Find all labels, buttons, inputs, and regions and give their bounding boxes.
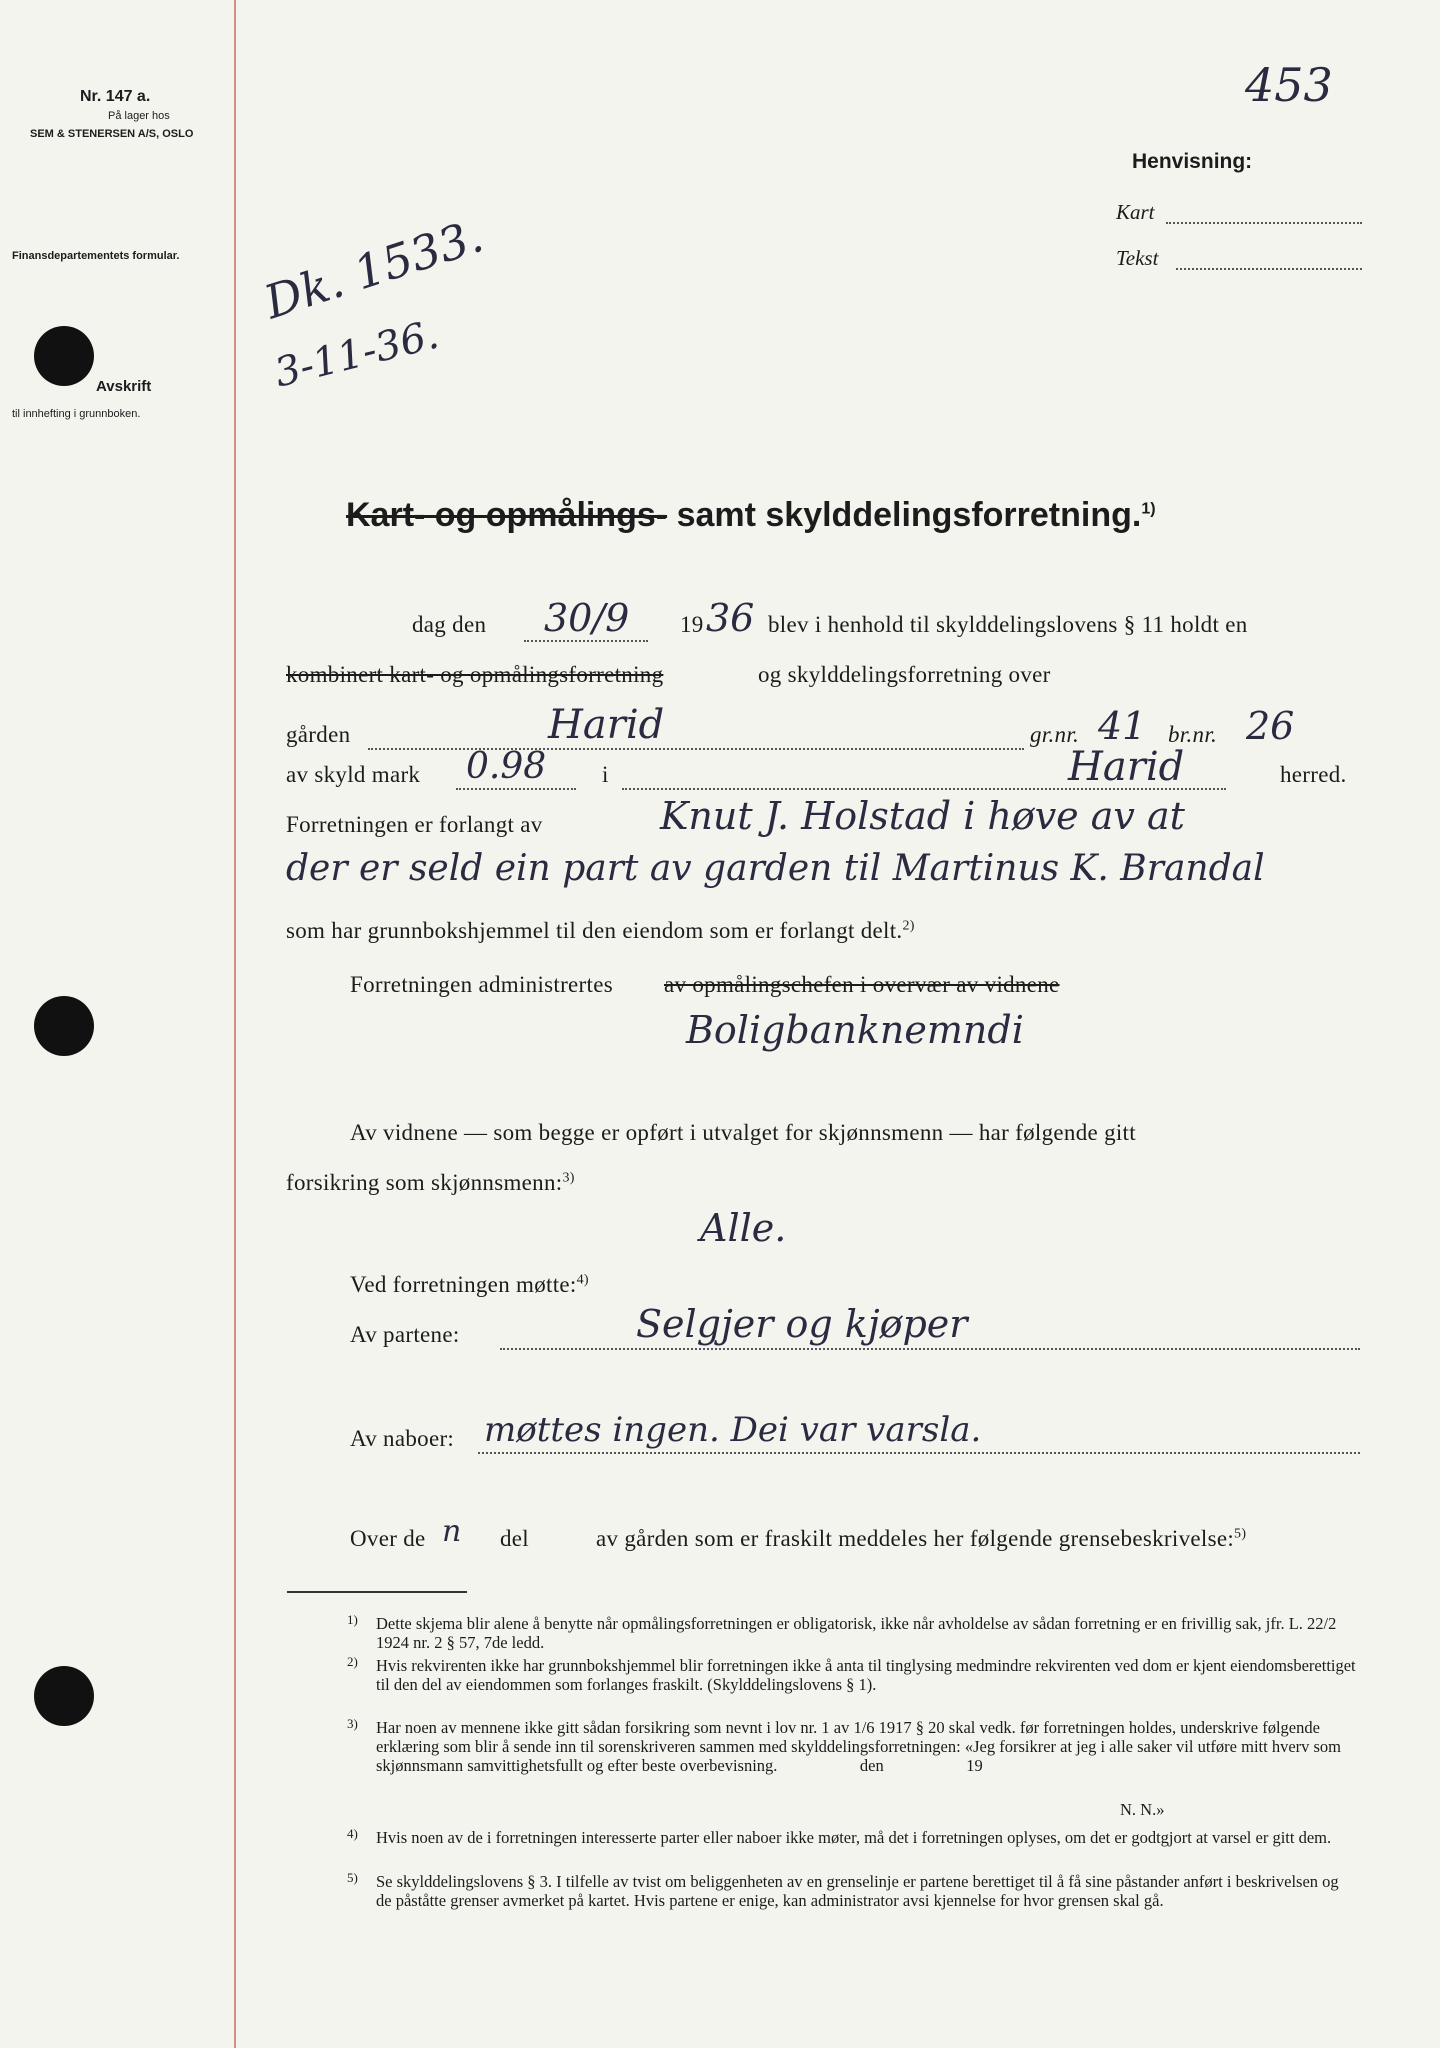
footnote-1: Dette skjema blir alene å benytte når opmålingsforretningen er obligatorisk, ikke når avholdelse av sådan forretning er en frivillig sak, jfr. L. 22/2 1924 nr. 2 § 57, 7de ledd.	[376, 1614, 1337, 1652]
vidnene-note: 3)	[562, 1170, 575, 1186]
partene-value: Selgjer og kjøper	[636, 1302, 968, 1346]
hjemmel-line: som har grunnbokshjemmel til den eiendom som er forlangt delt.	[286, 918, 903, 943]
tekst-line	[1176, 268, 1362, 270]
over-label: Over de	[350, 1526, 426, 1551]
avskrift-label: Avskrift	[96, 378, 152, 395]
partene-line	[500, 1348, 1360, 1350]
kart-line	[1166, 222, 1362, 224]
date-line	[524, 640, 648, 642]
document-title	[346, 496, 1156, 535]
publisher-line1: På lager hos	[108, 110, 170, 122]
partene-label: Av partene:	[350, 1322, 460, 1347]
footnote-1-num: 1)	[347, 1612, 358, 1627]
del-label: del	[500, 1526, 529, 1551]
punch-hole-middle	[34, 996, 94, 1056]
over-value: n	[442, 1514, 462, 1549]
vidnene-value: Alle.	[700, 1206, 787, 1250]
footnote-3: Har noen av mennene ikke gitt sådan forsikring som nevnt i lov nr. 1 av 1/6 1917 § 20 skal vedk. før forretningen holdes, underskrive følgende erklæring som blir å sende inn til sorenskriveren sammen med skylddelingsforretningen: «Jeg forsikrer at jeg i alle saker vil utføre mitt hverv som skjønnsmann samvittighetsfullt og efter beste overbevisning. den 19	[376, 1718, 1346, 1775]
footnote-3-num: 3)	[347, 1716, 358, 1731]
admin-struck: av opmålingschefen i overvær av vidnene	[664, 972, 1060, 997]
naboer-label: Av naboer:	[350, 1426, 455, 1451]
footnote-4-num: 4)	[347, 1826, 358, 1841]
mote-note: 4)	[576, 1272, 589, 1288]
vidnene-line2-wrap	[286, 1170, 575, 1196]
vidnene-line1: Av vidnene — som begge er opført i utvalget for skjønnsmenn — har følgende gitt	[350, 1120, 1136, 1145]
over-rest: av gården som er fraskilt meddeles her følgende grensebeskrivelse:	[596, 1526, 1235, 1551]
mote-wrap	[350, 1272, 589, 1298]
margin-rule	[234, 0, 236, 2048]
dag-den-label: dag den	[412, 612, 487, 637]
grnr-label: gr.nr.	[1030, 722, 1080, 747]
forlangt-label: Forretningen er forlangt av	[286, 812, 543, 837]
vidnene-line2: forsikring som skjønnsmenn:	[286, 1170, 563, 1195]
footnote-2: Hvis rekvirenten ikke har grunnbokshjemmel blir forretningen ikke å anta til tinglysing medmindre rekvirenten ved dom er kjent eiendomsberettiget til den del av eiendommen som forlanges fraskilt. (Skylddelingslovens § 1).	[376, 1656, 1356, 1694]
garden-value: Harid	[548, 702, 665, 748]
brnr-value: 26	[1246, 704, 1295, 748]
mote-label: Ved forretningen møtte:	[350, 1272, 577, 1297]
title-rest: samt skylddelingsforretning.	[676, 496, 1142, 534]
garden-label: gården	[286, 722, 351, 747]
stamp-line1: Dk. 1533.	[258, 208, 490, 330]
hjemmel-text	[286, 918, 915, 944]
grnr-value: 41	[1098, 704, 1147, 748]
form-number: Nr. 147 a.	[80, 88, 151, 105]
line2-rest: og skylddelingsforretning over	[758, 662, 1051, 687]
i-label: i	[602, 762, 609, 787]
punch-hole-top	[34, 326, 94, 386]
admin-value: Boligbanknemndi	[686, 1008, 1024, 1052]
year-prefix: 19	[680, 612, 704, 637]
title-struck: Kart- og opmålings-	[346, 496, 668, 534]
page-number: 453	[1245, 58, 1333, 112]
formular-label: Finansdepartementets formular.	[12, 250, 180, 262]
over-note: 5)	[1234, 1526, 1247, 1542]
brnr-label: br.nr.	[1168, 722, 1218, 747]
skyld-value: 0.98	[466, 746, 547, 787]
year-value: 36	[706, 596, 755, 640]
stamp-line2: 3-11-36.	[270, 311, 444, 397]
publisher-line2: SEM & STENERSEN A/S, OSLO	[30, 128, 194, 140]
henvisning-label: Henvisning:	[1132, 150, 1253, 173]
naboer-line	[478, 1452, 1360, 1454]
punch-hole-bottom	[34, 1666, 94, 1726]
kart-label: Kart	[1116, 200, 1155, 224]
over-rest-wrap	[596, 1526, 1246, 1552]
skyld-line	[456, 788, 576, 790]
admin-label: Forretningen administrertes	[350, 972, 613, 997]
footnote-3-sign: N. N.»	[1120, 1800, 1165, 1819]
forlangt-value1: Knut J. Holstad i høve av at	[660, 794, 1185, 838]
line1-rest: blev i henhold til skylddelingslovens § 11 holdt en	[768, 612, 1248, 637]
title-note: 1)	[1141, 500, 1156, 518]
footnote-5-num: 5)	[347, 1870, 358, 1885]
herred-value: Harid	[1068, 744, 1185, 790]
avskrift-sub: til innhefting i grunnboken.	[12, 408, 141, 420]
forlangt-value2: der er seld ein part av garden til Martinus K. Brandal	[286, 848, 1265, 889]
footnote-2-num: 2)	[347, 1654, 358, 1669]
date-value: 30/9	[544, 596, 630, 640]
naboer-value: møttes ingen. Dei var varsla.	[484, 1410, 982, 1450]
footnote-5: Se skylddelingslovens § 3. I tilfelle av tvist om beliggenheten av en grenselinje er partene berettiget til å få sine påstander anført i beskrivelsen og de påståtte grenser avmerket på kartet. Hvis partene er enige, kan administrator avsi kjennelse for hvor grensen skal gå.	[376, 1872, 1339, 1910]
footnote-4: Hvis noen av de i forretningen interesserte parter eller naboer ikke møter, må det i forretningen oplyses, om det er godtgjort at varsel er gitt dem.	[376, 1828, 1332, 1847]
skyld-label: av skyld mark	[286, 762, 421, 787]
tekst-label: Tekst	[1116, 246, 1159, 270]
struck-line2: kombinert kart- og opmålingsforretning	[286, 662, 664, 687]
footnote-rule	[287, 1591, 467, 1593]
hjemmel-note: 2)	[902, 918, 915, 934]
watermark-shape: ​	[677, 131, 844, 161]
herred-label: herred.	[1280, 762, 1347, 787]
